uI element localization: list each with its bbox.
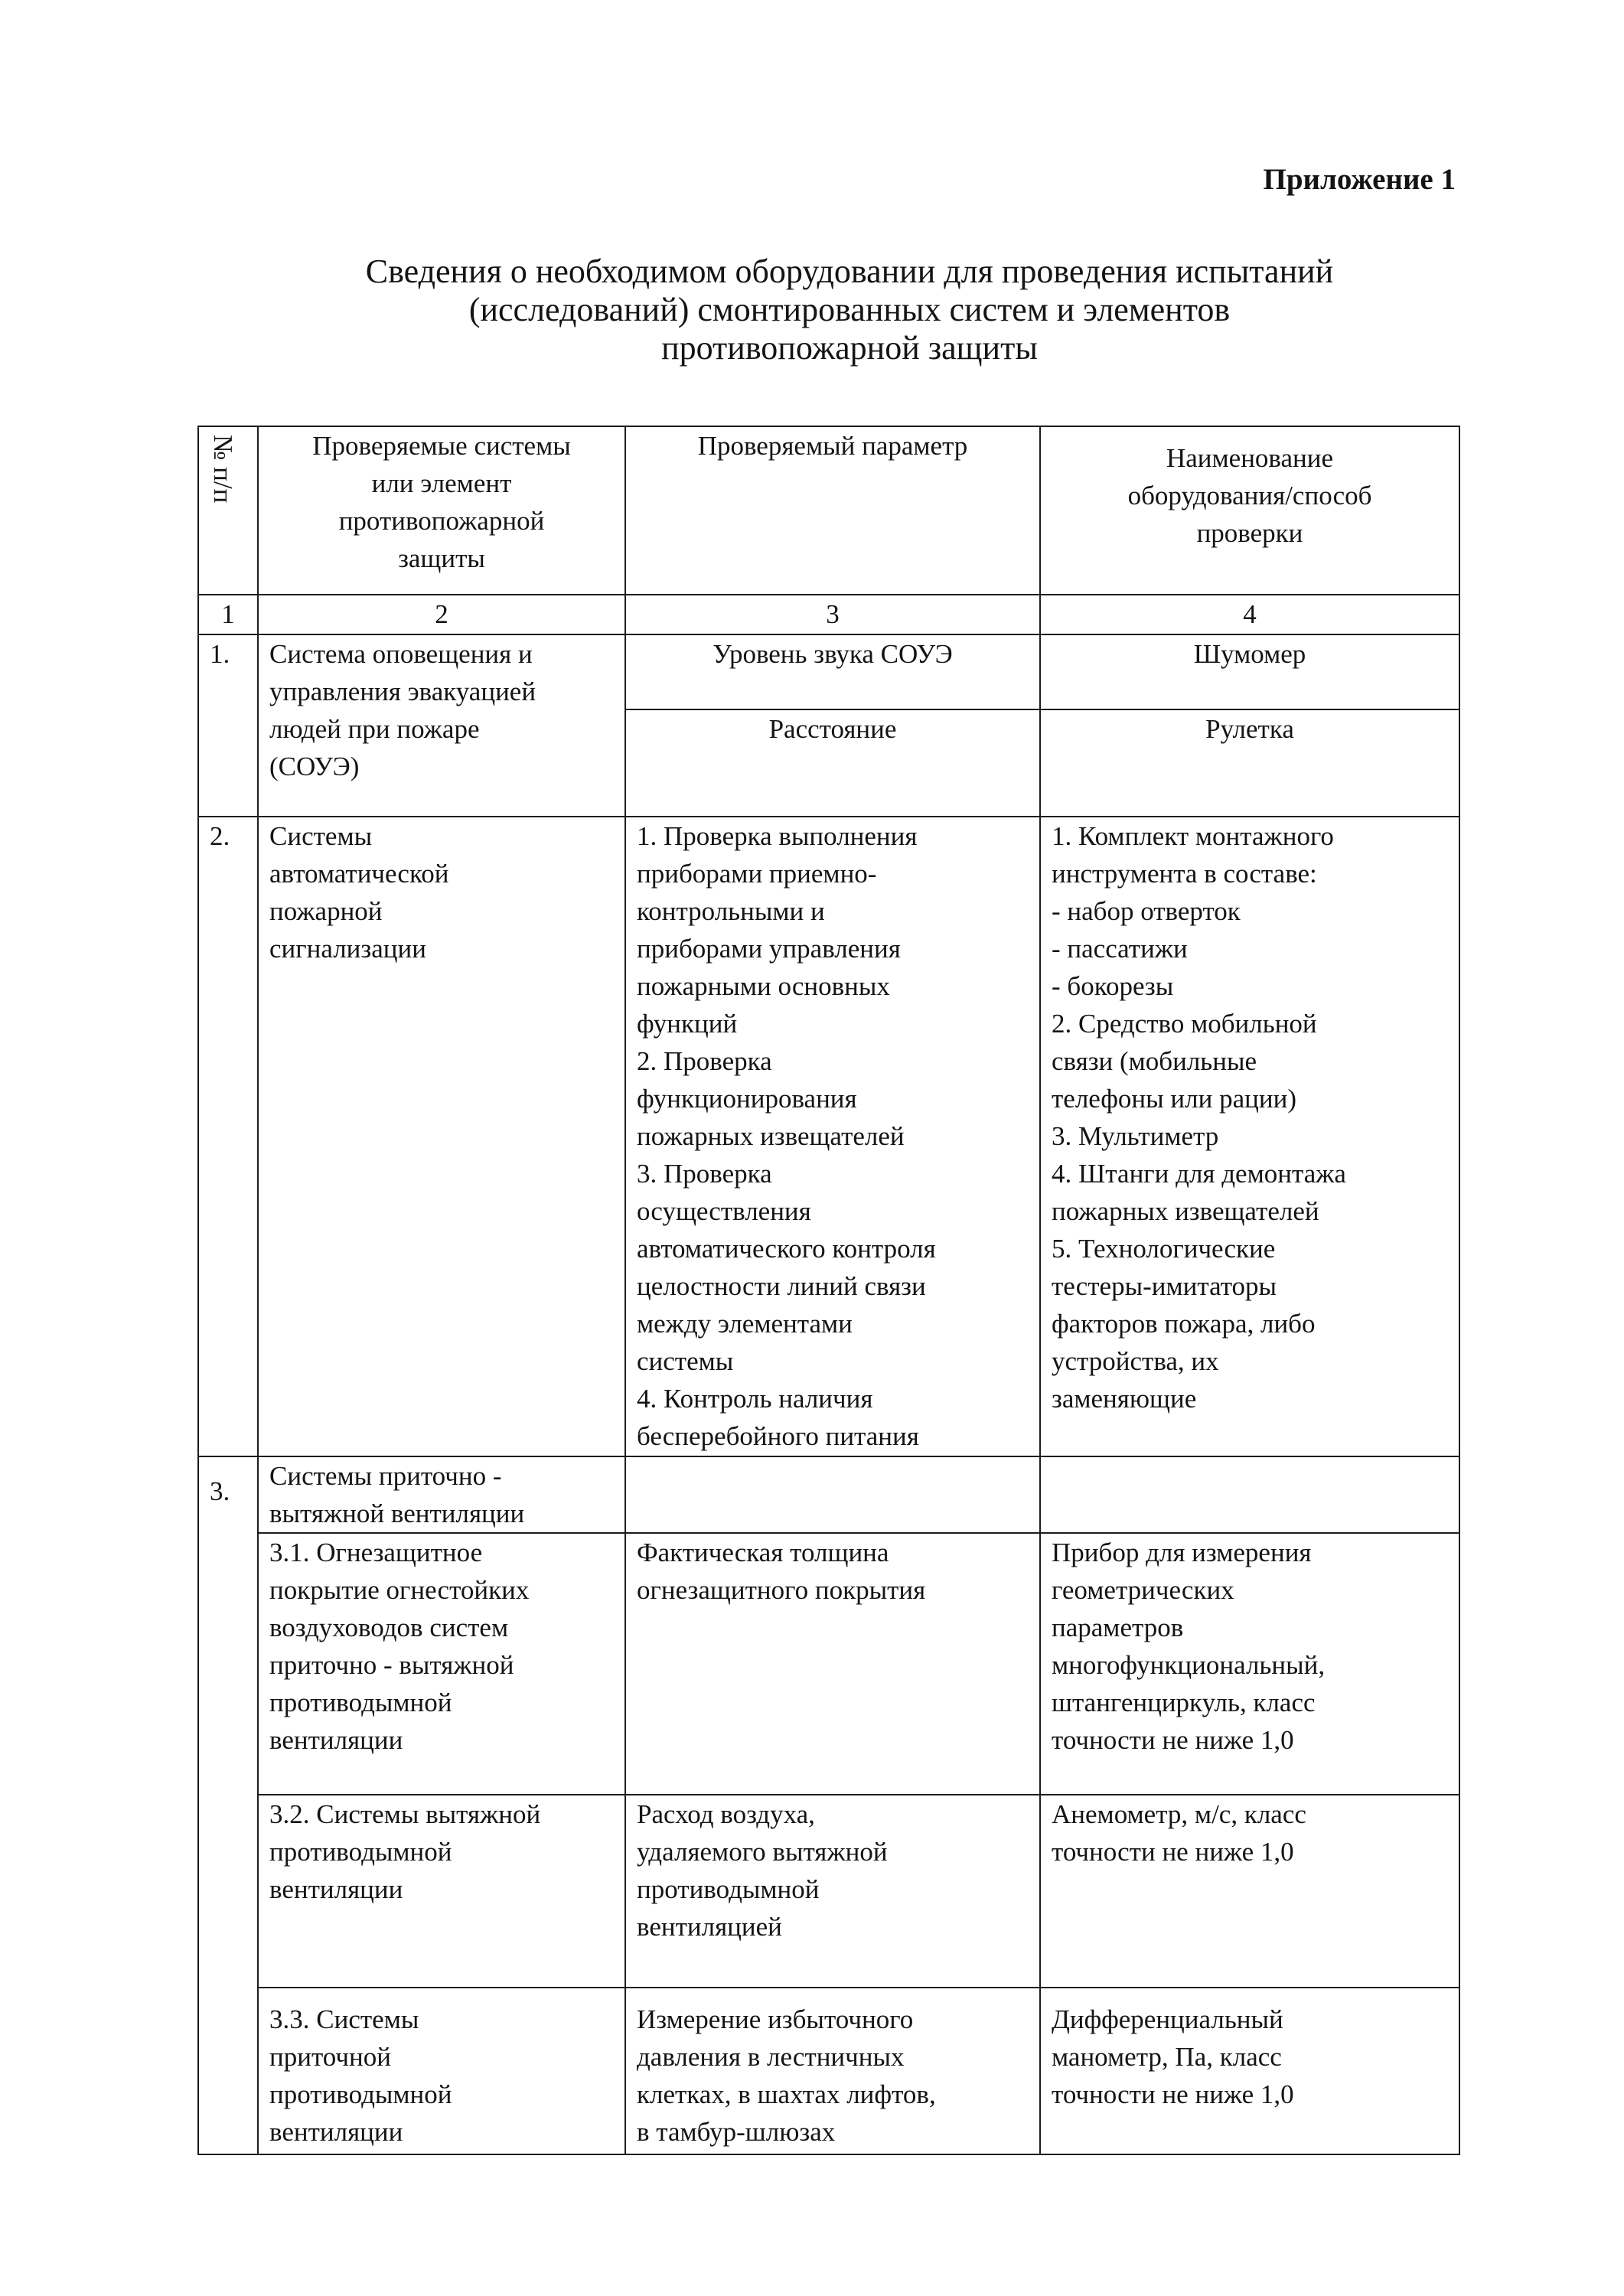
column-number: 1 [198, 595, 258, 634]
row-parameter-line: автоматического контроля [637, 1234, 936, 1264]
row-equipment-line: - набор отверток [1052, 896, 1241, 926]
row-parameter-line: пожарными основных [637, 971, 890, 1001]
row-system [258, 1533, 625, 1795]
row-parameter-line: клетках, в шахтах лифтов, [637, 2079, 936, 2109]
row-parameter-line: пожарных извещателей [637, 1121, 905, 1151]
row-parameter-line: 2. Проверка [637, 1046, 772, 1076]
column-number: 3 [625, 595, 1040, 634]
row-equipment-line: многофункциональный, [1052, 1650, 1326, 1680]
row-parameter-line: Фактическая толщина [637, 1538, 889, 1567]
title-line: противопожарной защиты [661, 329, 1038, 367]
row-system-line: противодымной [269, 1837, 452, 1867]
row-parameter-line: в тамбур-шлюзах [637, 2117, 836, 2147]
header-num [198, 426, 258, 595]
row-parameter-line: приборами приемно- [637, 859, 877, 889]
appendix-label: Приложение 1 [1263, 163, 1456, 196]
row-system [258, 634, 625, 817]
row-parameter-line: Измерение избыточного [637, 2004, 914, 2034]
row-parameter-line: системы [637, 1346, 734, 1376]
row-system-line: пожарной [269, 896, 383, 926]
row-parameter-line: функционирования [637, 1084, 857, 1114]
row-equipment-line: заменяющие [1052, 1384, 1197, 1414]
row-equipment-line: - пассатижи [1052, 934, 1188, 964]
row-equipment-line: Анемометр, м/с, класс [1052, 1799, 1306, 1829]
row-equipment-line: точности не ниже 1,0 [1052, 1725, 1294, 1755]
title-line: (исследований) смонтированных систем и элементов [468, 291, 1231, 328]
row-parameter [625, 1988, 1040, 2154]
row-system-line: сигнализации [269, 934, 426, 964]
header-system-line: или элемент [371, 468, 512, 498]
row-system-line: (СОУЭ) [269, 752, 360, 781]
column-number: 4 [1040, 595, 1459, 634]
row-equipment-line: телефоны или рации) [1052, 1084, 1296, 1114]
table-row [198, 1795, 1459, 1988]
table-header-row [198, 426, 1459, 595]
header-system-line: Проверяемые системы [312, 431, 571, 461]
row-system-line: Системы [269, 821, 373, 851]
row-parameter-line: бесперебойного питания [637, 1421, 919, 1451]
row-system-line: вентиляции [269, 1874, 403, 1904]
row-equipment-line: устройства, их [1052, 1346, 1219, 1376]
row-system-line: приточной [269, 2042, 391, 2072]
row-equipment-line: манометр, Па, класс [1052, 2042, 1282, 2072]
row-parameter-line: удаляемого вытяжной [637, 1837, 888, 1867]
row-equipment-line: 5. Технологические [1052, 1234, 1276, 1264]
row-parameter-line: Расход воздуха, [637, 1799, 815, 1829]
row-parameter-line: 1. Проверка выполнения [637, 821, 918, 851]
row-parameter-line: 3. Проверка [637, 1159, 772, 1189]
row-parameter [625, 1533, 1040, 1795]
table-row [198, 817, 1459, 1456]
row-system-line: противодымной [269, 1688, 452, 1717]
table-row [198, 1988, 1459, 2154]
table-row [198, 634, 1459, 709]
header-equipment-line: оборудования/способ [1127, 481, 1372, 510]
document-title [176, 253, 1523, 367]
row-equipment-line: связи (мобильные [1052, 1046, 1257, 1076]
row-equipment-line: 3. Мультиметр [1052, 1121, 1219, 1151]
row-equipment-line: геометрических [1052, 1575, 1234, 1605]
row-parameter-line: приборами управления [637, 934, 901, 964]
row-parameter: Расстояние [625, 709, 1040, 817]
row-equipment-line: 2. Средство мобильной [1052, 1009, 1317, 1039]
row-parameter-line: функций [637, 1009, 738, 1039]
row-number: 1. [198, 634, 258, 817]
row-equipment-line: точности не ниже 1,0 [1052, 2079, 1294, 2109]
row-equipment [1040, 1988, 1459, 2154]
row-parameter-line: огнезащитного покрытия [637, 1575, 926, 1605]
row-parameter [625, 817, 1040, 1456]
title-line: Сведения о необходимом оборудовании для проведения испытаний [365, 253, 1334, 290]
table-row [198, 1533, 1459, 1795]
row-parameter-line: между элементами [637, 1309, 853, 1339]
row-system [258, 1795, 625, 1988]
header-system [258, 426, 625, 595]
row-system-line: вентиляции [269, 2117, 403, 2147]
row-system-line: 3.3. Системы [269, 2004, 419, 2034]
row-system-line: покрытие огнестойких [269, 1575, 530, 1605]
row-system-line: воздуховодов систем [269, 1613, 509, 1642]
row-parameter-line: 4. Контроль наличия [637, 1384, 873, 1414]
row-system-line: 3.2. Системы вытяжной [269, 1799, 541, 1829]
row-system-line: автоматической [269, 859, 449, 889]
row-equipment-line: 1. Комплект монтажного [1052, 821, 1334, 851]
row-parameter [625, 1795, 1040, 1988]
row-parameter-line: контрольными и [637, 896, 825, 926]
row-system-line: людей при пожаре [269, 714, 480, 744]
row-equipment-line: параметров [1052, 1613, 1184, 1642]
header-system-line: защиты [398, 543, 485, 573]
header-parameter-line: Проверяемый параметр [697, 431, 968, 461]
row-system [258, 1988, 625, 2154]
table-row [198, 1456, 1459, 1533]
row-parameter-line: целостности линий связи [637, 1271, 926, 1301]
row-equipment-line: тестеры-имитаторы [1052, 1271, 1277, 1301]
row-equipment-line: факторов пожара, либо [1052, 1309, 1316, 1339]
row-system-line: вытяжной вентиляции [269, 1499, 525, 1528]
row-equipment [1040, 1795, 1459, 1988]
header-num-label: № п/п [208, 435, 238, 504]
row-parameter-line: осуществления [637, 1196, 811, 1226]
column-number-row [198, 595, 1459, 634]
row-equipment [1040, 1456, 1459, 1533]
row-equipment-line: точности не ниже 1,0 [1052, 1837, 1294, 1867]
row-parameter-line: противодымной [637, 1874, 820, 1904]
row-system-line: вентиляции [269, 1725, 403, 1755]
row-parameter-line: вентиляцией [637, 1912, 782, 1942]
row-equipment: Рулетка [1040, 709, 1459, 817]
row-parameter [625, 1456, 1040, 1533]
header-parameter [625, 426, 1040, 595]
row-equipment-line: Прибор для измерения [1052, 1538, 1312, 1567]
row-equipment-line: - бокорезы [1052, 971, 1174, 1001]
row-parameter: Уровень звука СОУЭ [625, 634, 1040, 709]
header-equipment-line: проверки [1196, 518, 1303, 548]
column-number: 2 [258, 595, 625, 634]
equipment-table [197, 426, 1460, 2155]
row-parameter-line: давления в лестничных [637, 2042, 905, 2072]
row-system [258, 1456, 625, 1533]
header-system-line: противопожарной [338, 506, 545, 536]
row-equipment: Шумомер [1040, 634, 1459, 709]
row-equipment-line: штангенциркуль, класс [1052, 1688, 1316, 1717]
row-equipment-line: 4. Штанги для демонтажа [1052, 1159, 1346, 1189]
row-equipment-line: инструмента в составе: [1052, 859, 1317, 889]
row-system-line: управления эвакуацией [269, 677, 536, 706]
row-system-line: приточно - вытяжной [269, 1650, 514, 1680]
row-system-line: Система оповещения и [269, 639, 533, 669]
row-number: 3. [198, 1456, 258, 2154]
row-system-line: Системы приточно - [269, 1461, 502, 1491]
row-system-line: противодымной [269, 2079, 452, 2109]
row-equipment-line: пожарных извещателей [1052, 1196, 1319, 1226]
row-system [258, 817, 625, 1456]
row-system-line: 3.1. Огнезащитное [269, 1538, 483, 1567]
row-equipment [1040, 1533, 1459, 1795]
row-number: 2. [198, 817, 258, 1456]
header-equipment-line: Наименование [1166, 443, 1334, 473]
row-equipment [1040, 817, 1459, 1456]
row-equipment-line: Дифференциальный [1052, 2004, 1283, 2034]
header-equipment [1040, 426, 1459, 595]
